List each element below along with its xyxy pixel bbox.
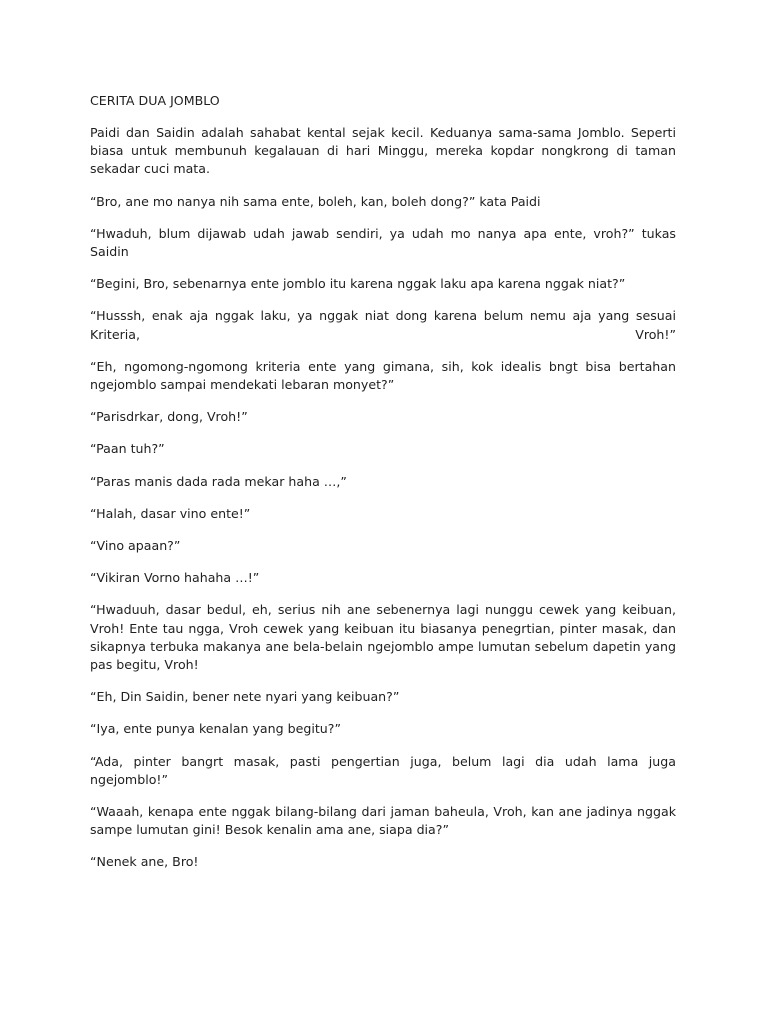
- paragraph: “Nenek ane, Bro!: [90, 854, 199, 870]
- document-title: CERITA DUA JOMBLO: [90, 93, 220, 108]
- paragraph: “Ada, pinter bangrt masak, pasti pengertian juga, belum lagi dia udah lama juga ngejomblo!”: [90, 753, 676, 787]
- paragraph: “Parisdrkar, dong, Vroh!”: [90, 409, 248, 425]
- paragraph: “Eh, ngomong-ngomong kriteria ente yang gimana, sih, kok idealis bngt bisa bertahan ngejomblo sampai mendekati lebaran monyet?”: [90, 358, 676, 393]
- paragraph: “Paras manis dada rada mekar haha …,”: [90, 473, 347, 489]
- paragraph: “Iya, ente punya kenalan yang begitu?”: [90, 721, 341, 737]
- paragraph: “Husssh, enak aja nggak laku, ya nggak niat dong karena belum nemu aja yang sesuai Kriteria, Vroh!”: [90, 308, 676, 342]
- paragraph: “Hwaduuh, dasar bedul, eh, serius nih ane sebenernya lagi nunggu cewek yang keibuan, Vroh! Ente tau ngga, Vroh cewek yang keibuan itu biasanya penegrtian, pinter masak, dan sikapnya terbuka makanya ane bela-belain ngejomblo ampe lumutan sebelum dapetin yang pas begitu, Vroh!: [90, 602, 676, 673]
- paragraph: “Eh, Din Saidin, bener nete nyari yang keibuan?”: [90, 689, 400, 705]
- paragraph: “Vino apaan?”: [90, 538, 181, 554]
- paragraph: “Bro, ane mo nanya nih sama ente, boleh, kan, boleh dong?” kata Paidi: [90, 193, 541, 209]
- document-page: [90, 92, 676, 886]
- paragraph: “Vikiran Vorno hahaha …!”: [90, 570, 260, 586]
- paragraph: “Halah, dasar vino ente!”: [90, 505, 251, 521]
- paragraph: “Paan tuh?”: [90, 441, 165, 457]
- paragraph: “Begini, Bro, sebenarnya ente jomblo itu karena nggak laku apa karena nggak niat?”: [90, 276, 626, 292]
- paragraph: “Waaah, kenapa ente nggak bilang-bilang dari jaman baheula, Vroh, kan ane jadinya nggak sampe lumutan gini! Besok kenalin ama ane, siapa dia?”: [90, 804, 676, 838]
- paragraph: “Hwaduh, blum dijawab udah jawab sendiri, ya udah mo nanya apa ente, vroh?” tukas Saidin: [90, 225, 676, 260]
- paragraph: Paidi dan Saidin adalah sahabat kental sejak kecil. Keduanya sama-sama Jomblo. Seperti biasa untuk membunuh kegalauan di hari Minggu, mereka kopdar nongkrong di taman sekadar cuci mata.: [90, 125, 676, 177]
